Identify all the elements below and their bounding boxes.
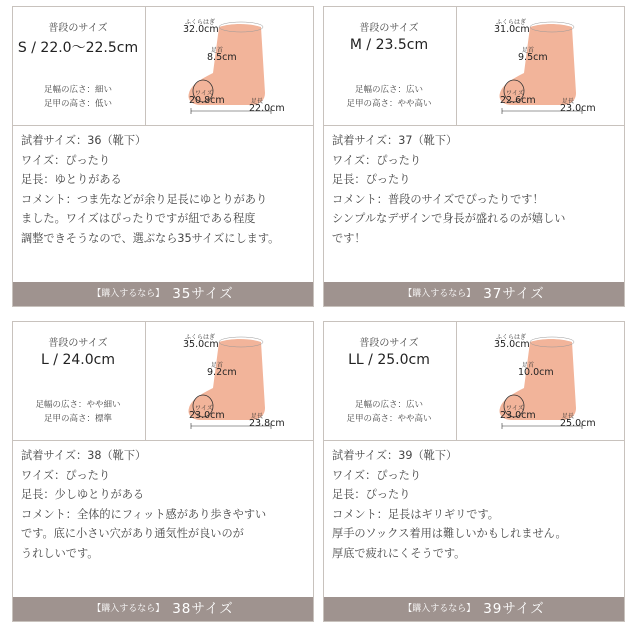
- calf-label: ふくらはぎ: [496, 334, 527, 341]
- ankle-label: 足首: [211, 362, 224, 369]
- wise-label: ワイズ: [506, 405, 524, 412]
- usual-size-label: 普段のサイズ: [48, 23, 108, 34]
- card-header: [13, 7, 313, 126]
- foot-illustration: [472, 7, 622, 125]
- review-text: [21, 446, 311, 563]
- review-line: コメント：足長はギリギリです。: [332, 507, 499, 521]
- review-line: コメント：普段のサイズでぴったりです！: [332, 192, 544, 206]
- foot-width-text: 足幅の広さ：やや細い: [35, 400, 121, 410]
- review-line: 足長：ゆとりがある: [21, 173, 122, 186]
- review-line: ワイズ：ぴったり: [332, 468, 422, 482]
- card-header: [13, 322, 313, 441]
- size-card-ll: [323, 321, 625, 622]
- calf-value: 32.0cm: [183, 24, 219, 35]
- recommended-size: 39サイズ: [483, 601, 545, 617]
- card-header: [324, 322, 624, 441]
- instep-text: 足甲の高さ：低い: [43, 99, 112, 109]
- recommended-size: 35サイズ: [172, 286, 234, 302]
- ankle-label: 足首: [522, 47, 535, 54]
- size-card-l: [12, 321, 314, 622]
- length-label: 足長: [562, 413, 575, 420]
- foot-features: [13, 83, 143, 111]
- length-value: 22.0cm: [249, 103, 285, 114]
- foot-illustration: [161, 322, 311, 440]
- foot-features: [324, 83, 454, 111]
- calf-value: 31.0cm: [494, 24, 530, 35]
- size-card-s: [12, 6, 314, 307]
- buy-prefix: 【購入するなら】: [403, 604, 476, 614]
- foot-illustration: [161, 7, 311, 125]
- calf-label: ふくらはぎ: [496, 19, 527, 26]
- review-line: 厚底で疲れにくそうです。: [332, 546, 466, 560]
- wise-value: 23.0cm: [500, 410, 536, 421]
- length-value: 23.0cm: [560, 103, 596, 114]
- size-summary: [13, 7, 143, 125]
- calf-value: 35.0cm: [183, 339, 219, 350]
- foot-width-text: 足幅の広さ：細い: [43, 85, 112, 95]
- review-line: 足長：少しゆとりがある: [21, 488, 145, 501]
- review-line: 足長：ぴったり: [332, 488, 411, 501]
- review-line: ワイズ：ぴったり: [332, 153, 422, 167]
- divider: [145, 322, 146, 440]
- calf-value: 35.0cm: [494, 339, 530, 350]
- review-line: ました。ワイズはぴったりですが紐である程度: [21, 212, 256, 225]
- recommendation-bar: [324, 597, 624, 621]
- review-line: 試着サイズ：38（靴下）: [21, 449, 147, 462]
- review-line: コメント：全体的にフィット感があり歩きやすい: [21, 507, 267, 521]
- wise-value: 22.6cm: [500, 95, 536, 106]
- recommended-size: 37サイズ: [483, 286, 545, 302]
- ankle-value: 9.2cm: [207, 367, 237, 378]
- review-line: です！: [332, 231, 366, 245]
- ankle-value: 10.0cm: [518, 367, 554, 378]
- calf-label: ふくらはぎ: [185, 19, 216, 26]
- usual-size-label: 普段のサイズ: [48, 338, 108, 349]
- review-line: 試着サイズ：39（靴下）: [332, 449, 458, 462]
- recommended-size: 38サイズ: [172, 601, 234, 617]
- card-header: [324, 7, 624, 126]
- ankle-value: 8.5cm: [207, 52, 237, 63]
- length-label: 足長: [562, 98, 575, 105]
- length-value: 25.0cm: [560, 418, 596, 429]
- size-summary: [324, 7, 454, 125]
- divider: [145, 7, 146, 125]
- review-line: 調整できそうなので、選ぶなら35サイズにします。: [21, 231, 280, 245]
- buy-prefix: 【購入するなら】: [92, 604, 165, 614]
- divider: [456, 7, 457, 125]
- foot-features: [13, 398, 143, 426]
- size-summary: [13, 322, 143, 440]
- review-line: 試着サイズ：36（靴下）: [21, 134, 147, 147]
- buy-prefix: 【購入するなら】: [92, 289, 165, 299]
- review-line: うれしいです。: [21, 546, 99, 560]
- review-line: です。底に小さい穴があり通気性が良いのが: [21, 527, 244, 540]
- recommendation-bar: [13, 597, 313, 621]
- review-line: コメント：つま先などが余り足長にゆとりがあり: [21, 192, 268, 206]
- length-value: 23.8cm: [249, 418, 285, 429]
- buy-prefix: 【購入するなら】: [403, 289, 476, 299]
- wise-label: ワイズ: [506, 90, 524, 97]
- usual-size-value: S / 22.0〜22.5cm: [17, 40, 139, 56]
- instep-text: 足甲の高さ：やや高い: [346, 99, 432, 109]
- wise-value: 23.0cm: [189, 410, 225, 421]
- divider: [456, 322, 457, 440]
- length-label: 足長: [251, 98, 264, 105]
- size-card-m: [323, 6, 625, 307]
- ankle-label: 足首: [522, 362, 535, 369]
- length-label: 足長: [251, 413, 264, 420]
- review-line: 足長：ぴったり: [332, 173, 411, 186]
- usual-size-label: 普段のサイズ: [359, 23, 419, 34]
- wise-label: ワイズ: [195, 90, 213, 97]
- review-text: [21, 131, 311, 248]
- wise-value: 20.8cm: [189, 95, 225, 106]
- review-line: 試着サイズ：37（靴下）: [332, 134, 458, 147]
- usual-size-value: M / 23.5cm: [349, 37, 429, 53]
- review-text: [332, 131, 622, 248]
- foot-features: [324, 398, 454, 426]
- wise-label: ワイズ: [195, 405, 213, 412]
- ankle-label: 足首: [211, 47, 224, 54]
- review-line: ワイズ：ぴったり: [21, 468, 111, 482]
- foot-illustration: [472, 322, 622, 440]
- review-line: シンプルなデザインで身長が盛れるのが嬉しい: [332, 212, 566, 225]
- size-summary: [324, 322, 454, 440]
- instep-text: 足甲の高さ：やや高い: [346, 414, 432, 424]
- usual-size-label: 普段のサイズ: [359, 338, 419, 349]
- ankle-value: 9.5cm: [518, 52, 548, 63]
- review-line: 厚手のソックス着用は難しいかもしれません。: [332, 527, 567, 540]
- review-line: ワイズ：ぴったり: [21, 153, 111, 167]
- usual-size-value: L / 24.0cm: [41, 352, 115, 368]
- instep-text: 足甲の高さ：標準: [43, 414, 112, 424]
- recommendation-bar: [13, 282, 313, 306]
- foot-width-text: 足幅の広さ：広い: [354, 85, 423, 95]
- usual-size-value: LL / 25.0cm: [348, 352, 430, 368]
- recommendation-bar: [324, 282, 624, 306]
- review-text: [332, 446, 622, 563]
- calf-label: ふくらはぎ: [185, 334, 216, 341]
- foot-width-text: 足幅の広さ：広い: [354, 400, 423, 410]
